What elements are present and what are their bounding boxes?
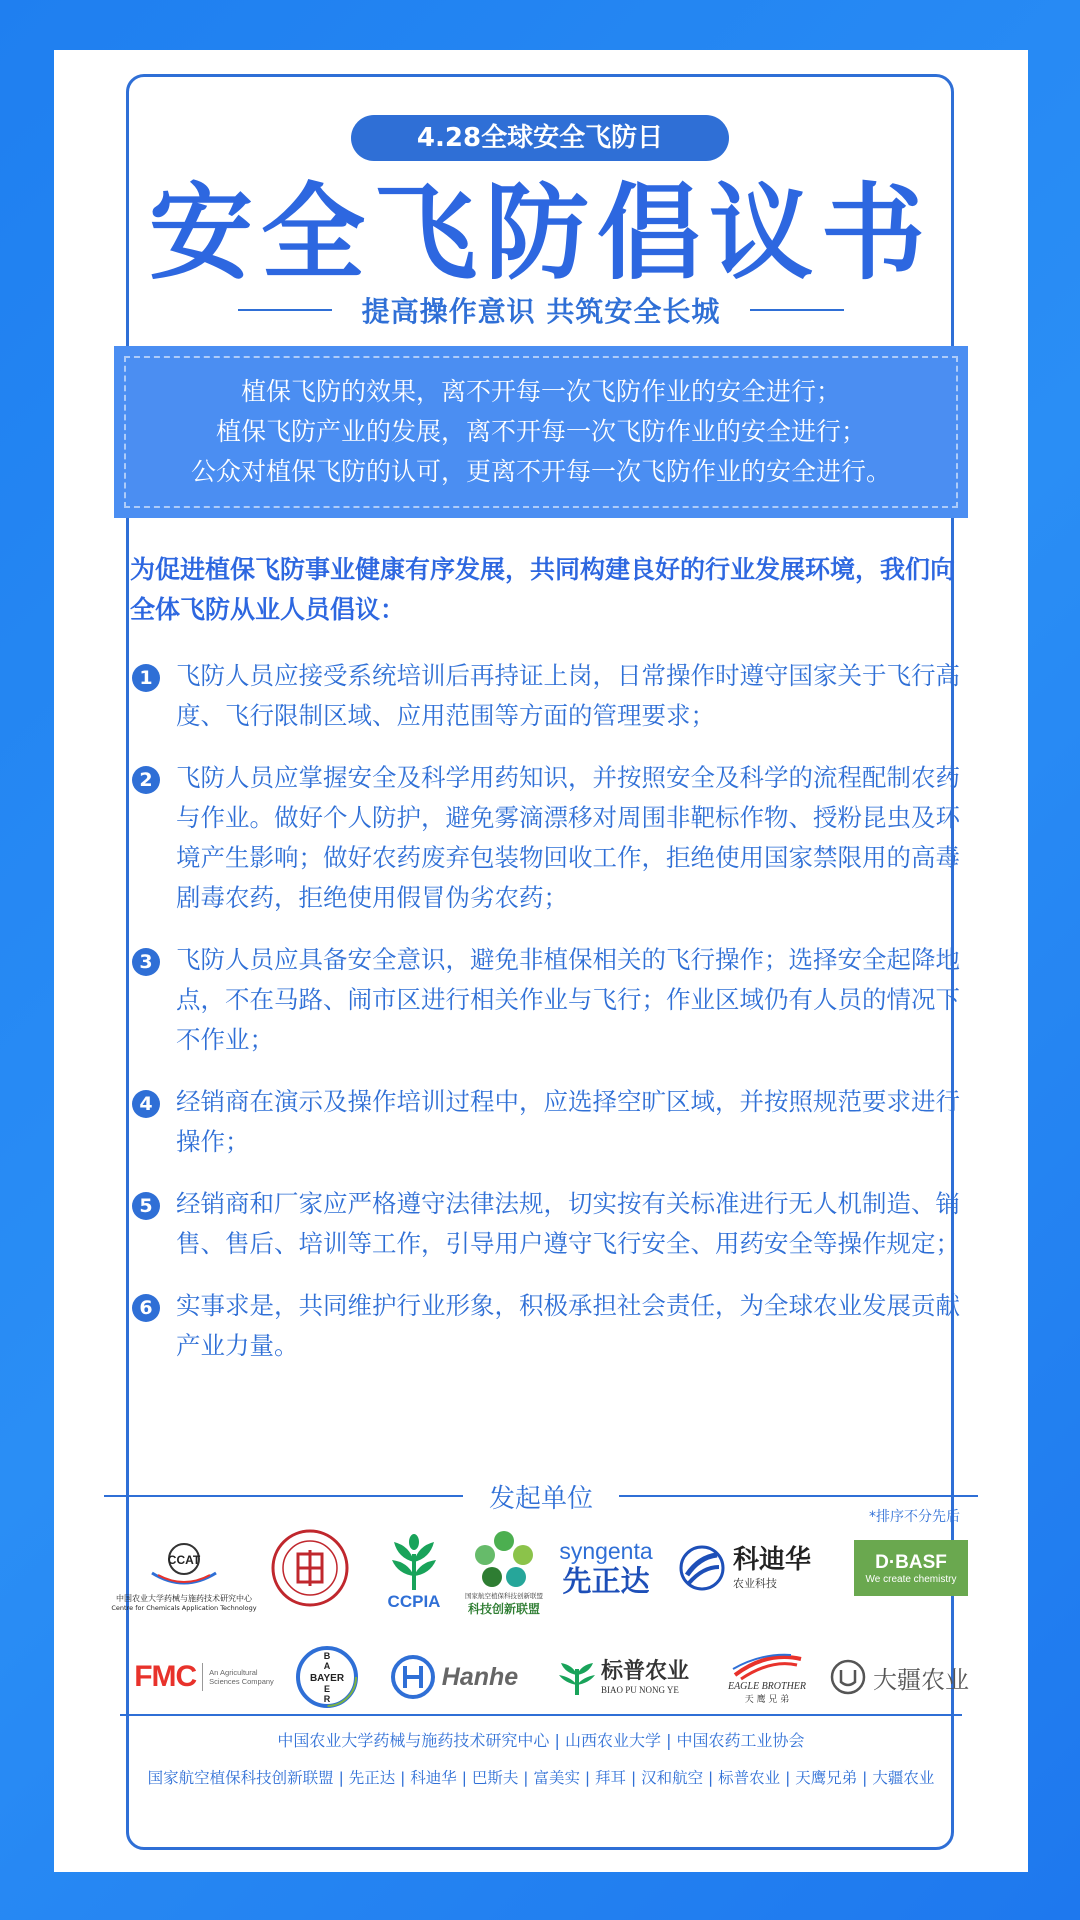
biaopu-en: BIAO PU NONG YE — [600, 1685, 679, 1695]
kediva-logo — [670, 1538, 820, 1598]
bayer-word: BAYER — [309, 1673, 345, 1684]
intro-inner — [124, 356, 958, 508]
list-item — [132, 1082, 962, 1162]
page-title: 安全飞防倡议书 — [148, 172, 933, 294]
dajiang-logo — [824, 1654, 974, 1700]
list-item — [132, 940, 962, 1060]
biaopu-plant-icon — [557, 1657, 597, 1697]
divider-line — [202, 1663, 203, 1691]
footer-organizers: 中国农业大学药械与施药技术研究中心 | 山西农业大学 | 中国农药工业协会 — [277, 1731, 805, 1750]
subtitle: 提高操作意识 共筑安全长城 — [361, 295, 721, 328]
divider-line — [238, 309, 332, 311]
bayer-cross-icon — [295, 1645, 359, 1709]
item-text: 飞防人员应具备安全意识，避免非植保相关的飞行操作；选择安全起降地点，不在马路、闹市区进行相关作业与飞行；作业区域仍有人员的情况下不作业； — [176, 945, 960, 1054]
sort-note: *排序不分先后 — [869, 1509, 960, 1525]
kediva-text — [733, 1545, 811, 1591]
ccat-cn: 中国农业大学药械与施药技术研究中心 — [116, 1593, 252, 1603]
list-item — [132, 1286, 962, 1366]
number-badge: 3 — [132, 948, 160, 976]
ccat-logo — [111, 1525, 257, 1625]
item-text: 经销商在演示及操作培训过程中，应选择空旷区域，并按照规范要求进行操作； — [176, 1087, 960, 1156]
intro-line: 植保飞防产业的发展，离不开每一次飞防作业的安全进行； — [215, 417, 866, 446]
divider-line — [619, 1495, 978, 1497]
university-seal-icon — [270, 1528, 350, 1608]
aviation-alliance-logo — [464, 1518, 544, 1628]
alliance-line1: 国家航空植保科技创新联盟 — [465, 1592, 543, 1600]
event-badge: 4.28全球安全飞防日 — [351, 115, 729, 161]
biaopu-logo — [548, 1650, 698, 1704]
intro-line: 植保飞防的效果，离不开每一次飞防作业的安全进行； — [240, 377, 841, 406]
syngenta-cn: 先正达 — [562, 1564, 650, 1598]
bayer-letter: A — [323, 1661, 331, 1671]
eagle-brother-logo — [712, 1646, 822, 1712]
fmc-name: FMC — [134, 1660, 197, 1693]
number-badge: 1 — [132, 664, 160, 692]
kediva-sub: 农业科技 — [732, 1577, 777, 1590]
sponsor-header — [104, 1476, 978, 1516]
eagle-en: EAGLE BROTHER — [727, 1681, 807, 1692]
basf-logo — [854, 1540, 968, 1596]
intro-line: 公众对植保飞防的认可，更离不开每一次飞防作业的安全进行。 — [190, 457, 891, 486]
biaopu-cn: 标普农业 — [600, 1659, 689, 1684]
footer-divider — [120, 1714, 962, 1716]
divider-line — [104, 1495, 463, 1497]
alliance-line2: 科技创新联盟 — [467, 1602, 540, 1616]
fmc-logo — [124, 1652, 284, 1702]
hanhe-emblem-icon — [390, 1654, 436, 1700]
biaopu-text — [601, 1659, 689, 1695]
poster — [54, 50, 1028, 1872]
number-badge: 6 — [132, 1294, 160, 1322]
basf-tagline: We create chemistry — [865, 1573, 957, 1585]
number-badge: 2 — [132, 766, 160, 794]
bayer-letter: R — [323, 1694, 331, 1704]
item-text: 飞防人员应接受系统培训后再持证上岗，日常操作时遵守国家关于飞行高度、飞行限制区域、应用范围等方面的管理要求； — [176, 661, 960, 730]
kediva-cn: 科迪华 — [732, 1545, 811, 1575]
ccat-emblem-icon — [146, 1539, 222, 1593]
shanxi-agri-univ-seal — [268, 1526, 352, 1610]
list-item — [132, 656, 962, 736]
fmc-tagline-1: An Agricultural — [209, 1668, 258, 1677]
basf-name: D·BASF — [875, 1551, 947, 1573]
item-text: 经销商和厂家应严格遵守法律法规，切实按有关标准进行无人机制造、销售、售后、培训等工作，引导用户遵守飞行安全、用药安全等操作规定； — [176, 1189, 960, 1258]
initiative-list — [132, 656, 962, 1388]
syngenta-en: syngenta — [559, 1538, 653, 1564]
eagle-cn: 天 鹰 兄 弟 — [744, 1695, 790, 1705]
number-badge: 5 — [132, 1192, 160, 1220]
ccpia-logo — [372, 1522, 456, 1622]
item-text: 实事求是，共同维护行业形象，积极承担社会责任，为全球农业发展贡献产业力量。 — [176, 1291, 960, 1360]
intro-box — [114, 346, 968, 518]
bayer-letter: B — [323, 1651, 331, 1661]
syngenta-logo — [556, 1530, 656, 1606]
fmc-tagline-2: Sciences Company — [209, 1677, 274, 1686]
ccpia-leaf-icon — [384, 1532, 444, 1592]
hanhe-logo — [374, 1650, 534, 1704]
number-badge: 4 — [132, 1090, 160, 1118]
footer-partners: 国家航空植保科技创新联盟 | 先正达 | 科迪华 | 巴斯夫 | 富美实 | 拜耳 | 汉和航空 | 标普农业 | 天鹰兄弟 | 大疆农业 — [147, 1769, 935, 1787]
list-item — [132, 1184, 962, 1264]
bayer-letter: E — [323, 1684, 331, 1694]
ccpia-text: CCPIA — [387, 1592, 441, 1611]
divider-line — [750, 309, 844, 311]
fmc-tagline — [209, 1668, 274, 1686]
lead-paragraph: 为促进植保飞防事业健康有序发展，共同构建良好的行业发展环境，我们向全体飞防从业人员倡议： — [130, 555, 956, 624]
subtitle-row — [54, 290, 1028, 330]
sponsor-title: 发起单位 — [489, 1483, 594, 1514]
flower-emblem-icon — [473, 1529, 535, 1591]
dajiang-cn: 大疆农业 — [873, 1665, 969, 1694]
ccat-mark: CCAT — [167, 1552, 201, 1567]
eagle-wing-icon — [731, 1653, 803, 1681]
ccat-en: Centre for Chemicals Application Technology — [111, 1603, 257, 1612]
kediva-swoosh-icon — [679, 1545, 725, 1591]
item-text: 飞防人员应掌握安全及科学用药知识，并按照安全及科学的流程配制农药与作业。做好个人防护，避免雾滴漂移对周围非靶标作物、授粉昆虫及环境产生影响；做好农药废弃包装物回收工作，拒绝使用国家禁限用的高毒剧毒农药，拒绝使用假冒伪劣农药； — [176, 763, 960, 912]
dji-emblem-icon — [829, 1658, 867, 1696]
hanhe-name: Hanhe — [441, 1662, 519, 1691]
bayer-logo — [294, 1644, 360, 1710]
list-item — [132, 758, 962, 918]
